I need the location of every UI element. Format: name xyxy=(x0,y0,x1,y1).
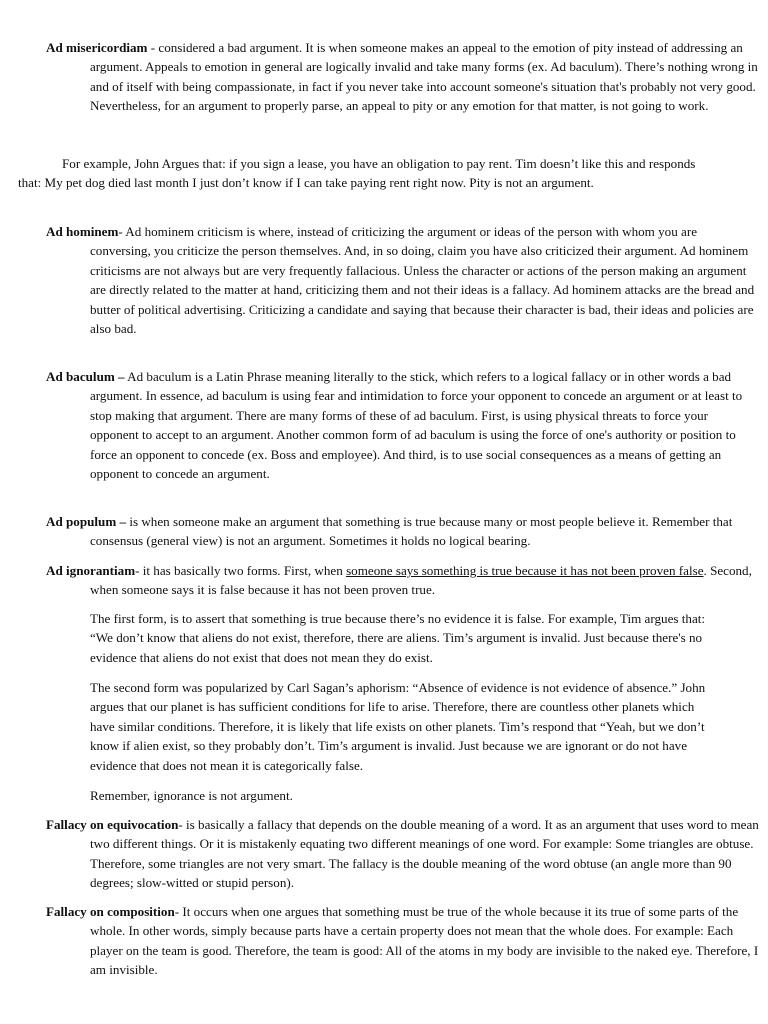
definition-text: - considered a bad argument. It is when someone makes an appeal to the emotion of pity instead of addressing an argument. Appeals to emotion in general are logically invalid and take many forms (ex. Ad baculum). There’s nothing wrong in and of itself with being compassionate, in fact if you never take into account someone's situation that's probably not very good. Nevertheless, for an argument to properly parse, an appeal to pity or any emotion for that matter, is not going to work. xyxy=(90,40,758,114)
entry-ad-misericordiam xyxy=(46,38,760,116)
term-heading: Ad ignorantiam xyxy=(46,563,136,578)
entry-fallacy-composition xyxy=(46,902,760,980)
example-paragraph: For example, John Argues that: if you sign a lease, you have an obligation to pay rent. Tim doesn’t like this and responds that: My pet dog died last month I just don’t know if I can take paying rent right now. Pity is not an argument. xyxy=(18,156,696,191)
term-heading: Ad hominem xyxy=(46,224,119,239)
subparagraph-reminder: Remember, ignorance is not argument. xyxy=(90,788,293,803)
definition-text: Ad baculum is a Latin Phrase meaning literally to the stick, which refers to a logical fallacy or in other words a bad argument. In essence, ad baculum is using fear and intimidation to force your opponent to concede an argument or at least to stop making that argument. There are many forms of these of ad baculum. First, is using physical threats to force your opponent to accept to an argument. Another common form of ad baculum is using the force of one's authority or position to force an opponent to concede (ex. Boss and employee). And third, is to use social consequences as a means of getting an opponent to concede an argument. xyxy=(90,369,743,482)
entry-ad-baculum xyxy=(46,367,760,483)
entry-fallacy-equivocation xyxy=(46,815,760,893)
entry-ad-populum xyxy=(46,512,760,551)
term-heading: Fallacy on equivocation xyxy=(46,817,179,832)
definition-text: - is basically a fallacy that depends on the double meaning of a word. It as an argument that uses word to mean two different things. Or it is mistakenly equating two different meanings of one word. For example: Some triangles are obtuse. Therefore, some triangles are not very smart. The fallacy is the double meaning of the word obtuse (an angle more than 90 degrees; slow-witted or stupid person). xyxy=(90,817,759,891)
definition-text: - It occurs when one argues that something must be true of the whole because it its true of some parts of the whole. In other words, simply because parts have a certain property does not mean that the whole does. For example: Each player on the team is good. Therefore, the team is good: All of the atoms in my body are invisible to the naked eye. Therefore, I am invisible. xyxy=(90,904,759,978)
term-heading: Ad misericordiam xyxy=(46,40,148,55)
entry-ad-hominem xyxy=(46,222,760,338)
definition-text: - Ad hominem criticism is where, instead of criticizing the argument or ideas of the person with whom you are conversing, you criticize the person themselves. And, in so doing, claim you have also criticized their argument. Ad hominem criticisms are not always but are very frequently fallacious. Unless the character or actions of the person making an argument are directly related to the matter at hand, criticizing them and not their ideas is a fallacy. Ad hominem attacks are the bread and butter of political advertising. Criticizing a candidate and saying that because their character is bad, their ideas and policies are also bad. xyxy=(90,224,755,337)
underlined-text: someone says something is true because it has not been proven false xyxy=(346,563,704,578)
subparagraph-first-form: The first form, is to assert that something is true because there’s no evidence it is false. For example, Tim argues that: “We don’t know that aliens do not exist, therefore, there are aliens. Tim’s argument is invalid. Just because there's no evidence that aliens do not exist that does not mean they do exist. xyxy=(90,611,706,665)
term-heading: Fallacy on composition xyxy=(46,904,175,919)
term-heading: Ad populum – xyxy=(46,514,127,529)
definition-text: is when someone make an argument that something is true because many or most people believe it. Remember that consensus (general view) is not an argument. Sometimes it holds no logical bearing. xyxy=(90,514,733,549)
subparagraph-second-form: The second form was popularized by Carl Sagan’s aphorism: “Absence of evidence is not evidence of absence.” John argues that our planet is has sufficient conditions for life to arise. Therefore, there are countless other planets which have similar conditions. Therefore, it is likely that life exists on other planets. Tim’s respond that “Yeah, but we don’t know if alien exist, so they probably don’t. Tim’s argument is invalid. Just because we are ignorant or do not have evidence that does not mean it is categorically false. xyxy=(90,680,706,773)
definition-text: . Second, when someone says it is false because it has not been proven true. xyxy=(90,563,752,598)
entry-ad-ignorantiam xyxy=(46,561,760,600)
definition-text: - it has basically two forms. First, when xyxy=(135,563,347,578)
term-heading: Ad baculum – xyxy=(46,369,125,384)
